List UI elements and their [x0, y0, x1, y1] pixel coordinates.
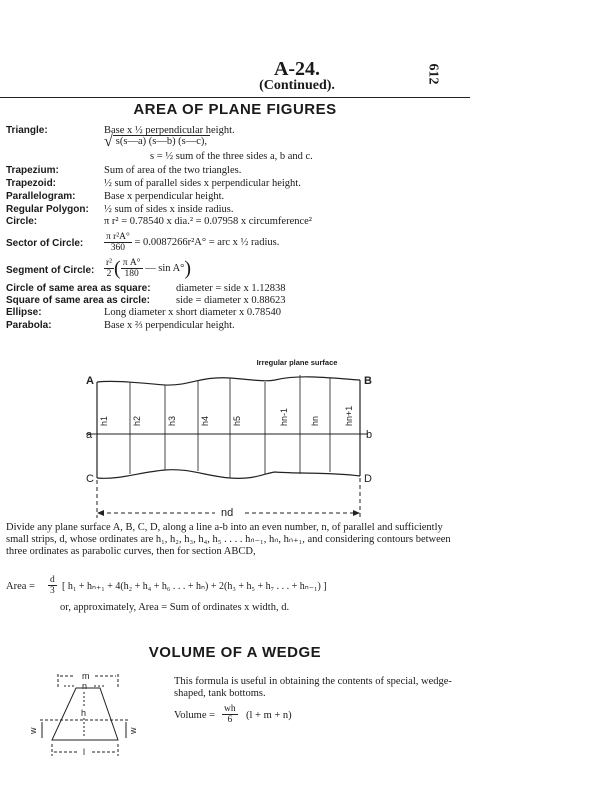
sector-rest: = 0.0087266r²A° = arc x ½ radius.	[134, 236, 280, 248]
def-regular-polygon: ½ sum of sides x inside radius.	[104, 204, 234, 215]
label-D: D	[364, 473, 372, 485]
term-triangle: Triangle:	[6, 125, 48, 136]
label-a: a	[86, 429, 93, 441]
label-C: C	[86, 473, 94, 485]
label-h5: h5	[232, 415, 242, 426]
area-formula-lhs: Area =	[6, 581, 35, 592]
def-trapezoid: ½ sum of parallel sides x perpendicular height.	[104, 178, 301, 189]
label-hn+1: hn+1	[344, 405, 354, 426]
section-title-area: AREA OF PLANE FIGURES	[133, 101, 337, 118]
page-number: 612	[425, 63, 441, 85]
nd-arrow-left	[97, 510, 104, 516]
term-trapezoid: Trapezoid:	[6, 178, 57, 189]
label-A: A	[86, 375, 94, 387]
def-square-circle: side = diameter x 0.88623	[176, 295, 286, 306]
label-b: b	[366, 429, 373, 441]
def-segment	[104, 258, 191, 279]
label-B: B	[364, 375, 372, 387]
sector-frac-num: π r²A°	[106, 232, 130, 242]
area-formula-body: [ h₁ + hₙ₊₁ + 4(h₂ + h₄ + h₆ . . . + hₙ) + 2(h₃ + h₅ + h₇ . . . + hₙ₋₁) ]	[62, 581, 327, 592]
term-square-circle: Square of same area as circle:	[6, 295, 150, 306]
label-nd: nd	[221, 507, 234, 519]
segment-rest: — sin A°	[145, 262, 185, 274]
term-ellipse: Ellipse:	[6, 307, 42, 318]
def-triangle-3: s = ½ sum of the three sides a, b and c.	[150, 151, 313, 162]
def-triangle-sqrt	[104, 133, 210, 150]
wedge-diagram	[20, 668, 150, 768]
segment-paren-close: )	[184, 257, 192, 280]
segment-inner-fraction	[121, 258, 143, 279]
irregular-surface-diagram	[0, 368, 594, 528]
sqrt-symbol: √	[104, 133, 113, 150]
term-regular-polygon: Regular Polygon:	[6, 204, 89, 215]
approx-text: or, approximately, Area = Sum of ordinates x width, d.	[60, 602, 290, 613]
irregular-diagram-title: Irregular plane surface	[256, 358, 338, 367]
irregular-paragraph: Divide any plane surface A, B, C, D, along a line a-b into an even number, n, of parallel and sufficiently small strips, d, whose ordinates are h₁, h₂, h₃, h₄, h₅ . . . . hₙ₋₁, hₙ, hₙ₊₁, and considering contours between three ordinates as parabolic curves, then for section ABCD,	[6, 522, 451, 557]
def-parallelogram: Base x perpendicular height.	[104, 191, 225, 202]
wedge-text: This formula is useful in obtaining the contents of special, wedge-shaped, tank bottoms.	[174, 676, 452, 699]
def-parabola: Base x ⅔ perpendicular height.	[104, 320, 235, 331]
term-sector: Sector of Circle:	[6, 238, 84, 249]
area-formula-fraction	[48, 575, 57, 596]
term-circle: Circle:	[6, 216, 38, 227]
wedge-label-l: l	[83, 747, 85, 757]
wedge-frac-num: wh	[224, 704, 236, 714]
label-hn-1: hn-1	[279, 407, 289, 426]
def-circle-square: diameter = side x 1.12838	[176, 283, 286, 294]
def-circle: π r² = 0.78540 x dia.² = 0.07958 x circumference²	[104, 216, 312, 227]
label-h2: h2	[132, 415, 142, 426]
def-trapezium: Sum of area of the two triangles.	[104, 165, 242, 176]
sqrt-expression: s(s—a) (s—b) (s—c),	[113, 135, 210, 147]
label-h3: h3	[167, 415, 177, 426]
top-contour	[97, 377, 360, 385]
segment-frac-num: r²	[106, 258, 113, 268]
wedge-label-h: h	[81, 708, 87, 718]
wedge-frac-den: 6	[227, 715, 233, 725]
wedge-label-n: n	[82, 681, 88, 691]
def-sector	[104, 232, 279, 253]
sector-fraction	[104, 232, 132, 253]
term-parabola: Parabola:	[6, 320, 52, 331]
wedge-label-w-right: w	[128, 727, 138, 734]
label-h1: h1	[99, 415, 109, 426]
def-ellipse: Long diameter x short diameter x 0.78540	[104, 307, 281, 318]
segment-inner-num: π A°	[122, 258, 141, 268]
segment-fraction	[104, 258, 114, 279]
segment-paren-open: (	[114, 257, 121, 280]
header-rule	[0, 97, 470, 98]
nd-arrow-right	[353, 510, 360, 516]
segment-frac-den: 2	[106, 269, 112, 279]
area-frac-num: d	[50, 575, 55, 585]
page-title: A-24.	[273, 58, 321, 80]
term-segment: Segment of Circle:	[6, 265, 95, 276]
section-title-wedge: VOLUME OF A WEDGE	[148, 644, 322, 661]
segment-inner-den: 180	[124, 269, 139, 279]
term-parallelogram: Parallelogram:	[6, 191, 76, 202]
label-h4: h4	[200, 415, 210, 426]
term-circle-square: Circle of same area as square:	[6, 283, 151, 294]
def-triangle-1: Base x ½ perpendicular height.	[104, 125, 235, 136]
sector-frac-den: 360	[110, 243, 126, 253]
wedge-formula-fraction	[222, 704, 238, 725]
label-hn: hn	[310, 415, 320, 426]
wedge-formula-rest: (l + m + n)	[246, 710, 292, 721]
term-trapezium: Trapezium:	[6, 165, 59, 176]
wedge-formula-lhs: Volume =	[174, 710, 216, 721]
area-frac-den: 3	[50, 586, 55, 596]
wedge-label-w-left: w	[28, 727, 38, 734]
bottom-contour	[97, 470, 360, 479]
wedge-label-m: m	[82, 671, 90, 681]
page-subtitle: (Continued).	[259, 78, 335, 93]
